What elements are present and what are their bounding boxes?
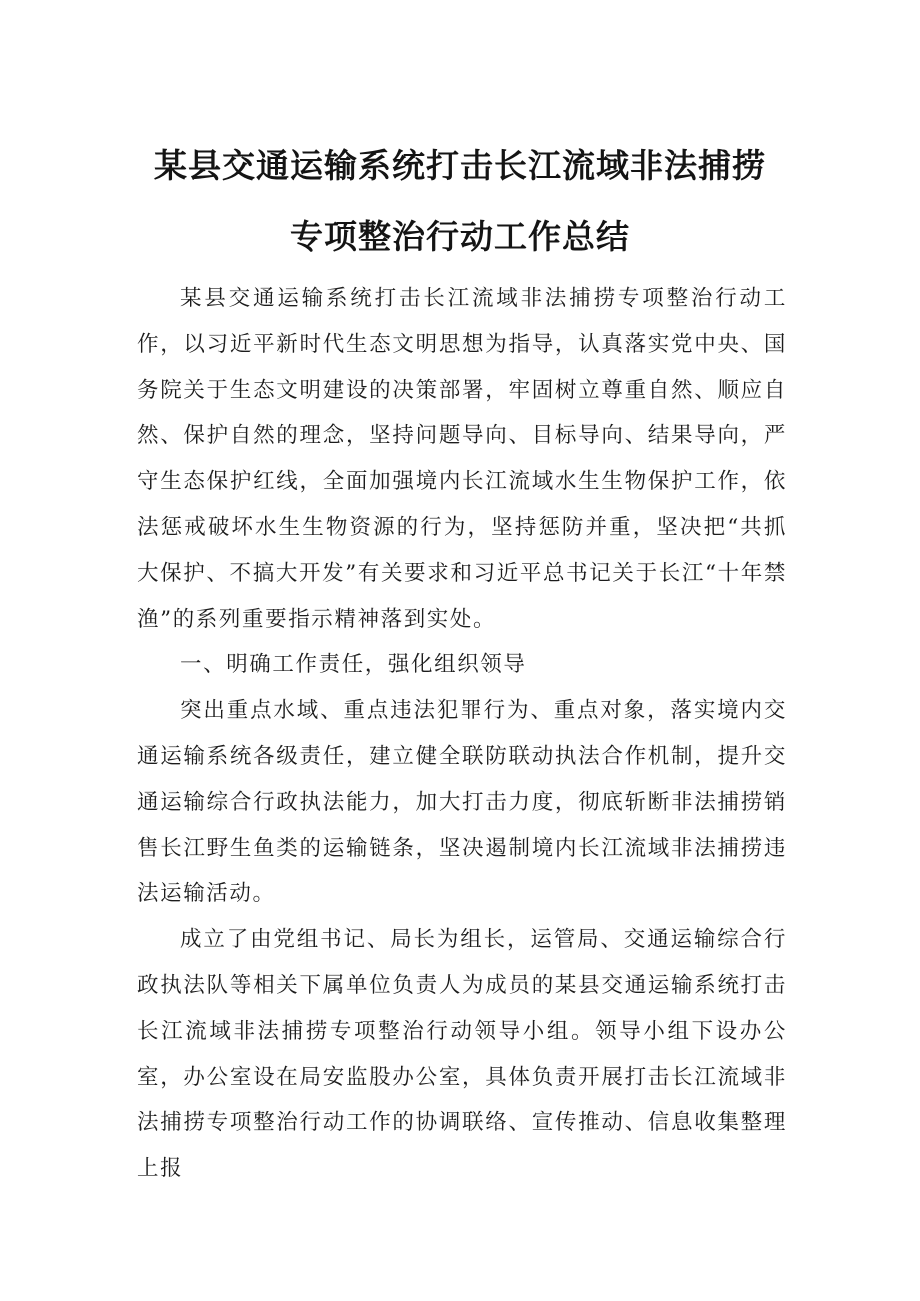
document-title-line-2: 专项整治行动工作总结 — [290, 217, 630, 256]
section-heading-1: 一、明确工作责任，强化组织领导 — [180, 652, 527, 678]
paragraph-intro: 某县交通运输系统打击长江流域非法捕捞专项整治行动工作，以习近平新时代生态文明思想为指导，认真落实党中央、国务院关于生态文明建设的决策部署，牢固树立尊重自然、顺应自然、保护自然的理念，坚持问题导向、目标导向、结果导向，严守生态保护红线，全面加强境内长江流域水生生物保护工作，依法惩戒破坏水生生物资源的行为，坚持惩防并重，坚决把“共抓大保护、不搞大开发”有关要求和习近平总书记关于长江“十年禁渔”的系列重要指示精神落到实处。 — [137, 286, 787, 632]
document-title-line-1: 某县交通运输系统打击长江流域非法捕捞 — [154, 146, 766, 185]
paragraph-section-1-a: 突出重点水域、重点违法犯罪行为、重点对象，落实境内交通运输系统各级责任，建立健全联防联动执法合作机制，提升交通运输综合行政执法能力，加大打击力度，彻底斩断非法捕捞销售长江野生鱼类的运输链条，坚决遏制境内长江流域非法捕捞违法运输活动。 — [137, 698, 787, 907]
paragraph-section-1-b: 成立了由党组书记、局长为组长，运管局、交通运输综合行政执法队等相关下属单位负责人为成员的某县交通运输系统打击长江流域非法捕捞专项整治行动领导小组。领导小组下设办公室，办公室设在局安监股办公室，具体负责开展打击长江流域非法捕捞专项整治行动工作的协调联络、宣传推动、信息收集整理上报 — [137, 927, 787, 1182]
document-body — [137, 276, 787, 1192]
